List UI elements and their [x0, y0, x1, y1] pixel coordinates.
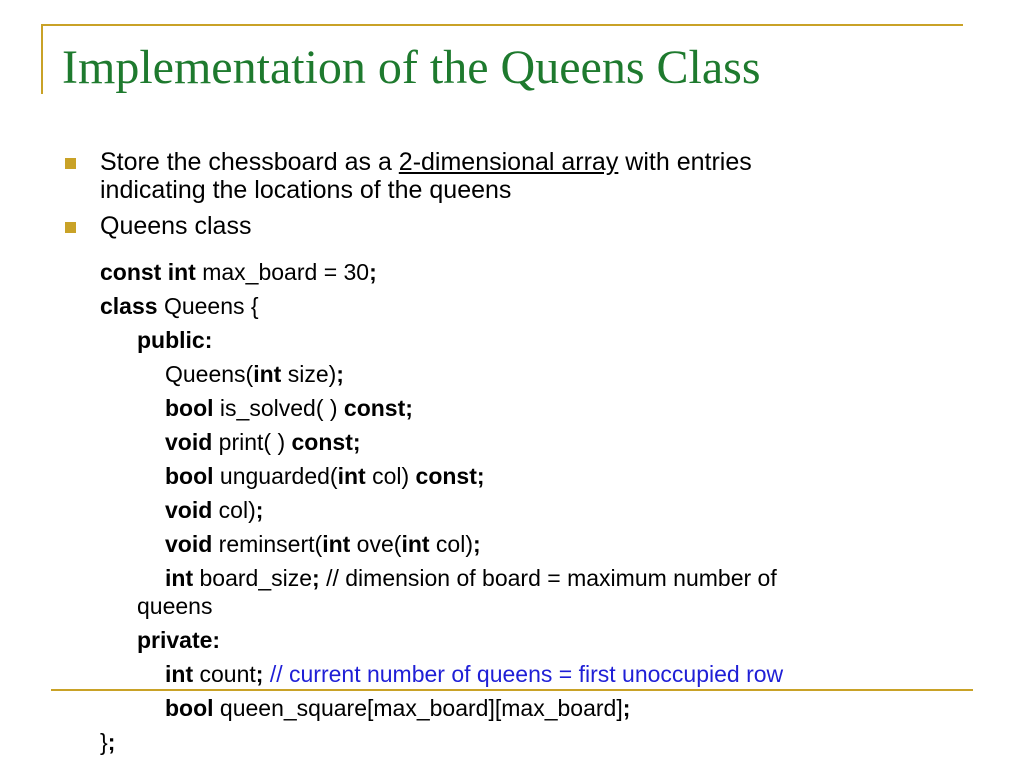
bullet-1-line2: indicating the locations of the queens: [100, 176, 512, 204]
code-line-8: void col);: [165, 497, 264, 523]
bullet-2-text: [100, 212, 960, 240]
bullet-square-icon: [65, 158, 76, 169]
code-line-14: };: [100, 729, 116, 755]
bullet-1-text: [100, 148, 960, 204]
code-comment: // current number of queens = first unoccupied row: [263, 661, 784, 687]
code-line-11: private:: [137, 627, 221, 653]
code-line-3: public:: [137, 327, 213, 353]
slide-title: Implementation of the Queens Class: [62, 41, 761, 94]
frame-bottom-rule: [51, 689, 973, 691]
code-line-6: void print( ) const;: [165, 429, 361, 455]
code-line-7: bool unguarded(int col) const;: [165, 463, 485, 489]
frame-top-rule: [41, 24, 963, 26]
code-line-2: class Queens {: [100, 293, 259, 319]
code-line-12: int count; // current number of queens = first unoccupied row: [165, 661, 784, 687]
code-line-9: void reminsert(int ove(int col);: [165, 531, 481, 557]
frame-left-rule: [41, 24, 43, 94]
bullet-1-underlined-term: 2-dimensional array: [398, 148, 619, 176]
code-line-13: bool queen_square[max_board][max_board];: [165, 695, 631, 721]
code-line-10-continuation: queens: [137, 593, 213, 619]
bullet-2-label: Queens class: [100, 212, 252, 240]
bullet-1-post: with entries: [618, 148, 752, 176]
bullet-square-icon: [65, 222, 76, 233]
code-line-4: Queens(int size);: [165, 361, 344, 387]
code-line-5: bool is_solved( ) const;: [165, 395, 413, 421]
code-line-1: const int max_board = 30;: [100, 259, 377, 285]
code-line-10: int board_size; // dimension of board = maximum number of: [165, 565, 777, 591]
bullet-1-pre: Store the chessboard as a: [100, 148, 399, 176]
